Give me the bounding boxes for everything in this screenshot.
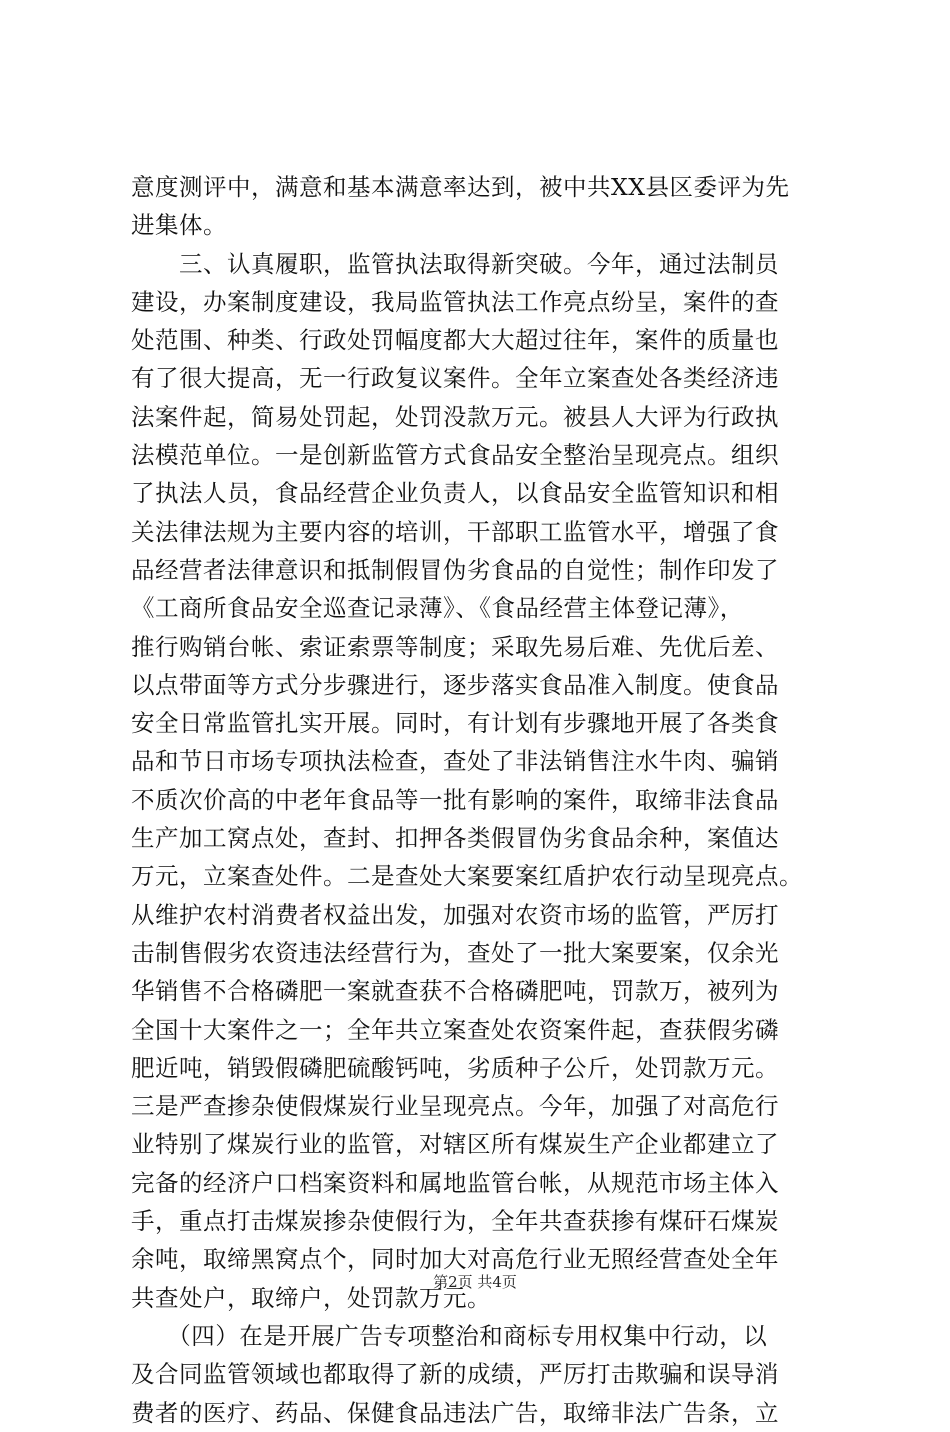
text-line: 品和节日市场专项执法检查，查处了非法销售注水牛肉、骗销: [131, 747, 779, 776]
text-line: 万元，立案查处件。二是查处大案要案红盾护农行动呈现亮点。: [131, 862, 803, 891]
text-line: 从维护农村消费者权益出发，加强对农资市场的监管，严厉打: [131, 900, 779, 929]
text-line: 完备的经济户口档案资料和属地监管台帐，从规范市场主体入: [131, 1168, 779, 1197]
text-line: 法模范单位。一是创新监管方式食品安全整治呈现亮点。组织: [131, 441, 779, 470]
text-line: 《工商所食品安全巡查记录薄》、《食品经营主体登记薄》，: [131, 594, 744, 623]
body-text: [131, 168, 831, 1432]
text-line: 三是严查掺杂使假煤炭行业呈现亮点。今年，加强了对高危行: [131, 1092, 779, 1121]
text-line: 了执法人员，食品经营企业负责人，以食品安全监管知识和相: [131, 479, 779, 508]
text-line: 费者的医疗、药品、保健食品违法广告，取缔非法广告条，立: [131, 1398, 779, 1427]
text-line: 有了很大提高，无一行政复议案件。全年立案查处各类经济违: [131, 364, 779, 393]
page-footer: 第2页 共4页: [433, 1273, 517, 1291]
text-line: 全国十大案件之一；全年共立案查处农资案件起，查获假劣磷: [131, 1015, 779, 1044]
text-line: 业特别了煤炭行业的监管，对辖区所有煤炭生产企业都建立了: [131, 1130, 779, 1159]
text-line: 进集体。: [131, 211, 227, 240]
text-line: 余吨，取缔黑窝点个，同时加大对高危行业无照经营查处全年: [131, 1245, 779, 1274]
text-line: 三、认真履职，监管执法取得新突破。今年，通过法制员: [131, 249, 779, 278]
text-line: 不质次价高的中老年食品等一批有影响的案件，取缔非法食品: [131, 785, 779, 814]
text-line: 手，重点打击煤炭掺杂使假行为，全年共查获掺有煤矸石煤炭: [131, 1207, 779, 1236]
text-line: 处范围、种类、行政处罚幅度都大大超过往年，案件的质量也: [131, 326, 779, 355]
text-line: 及合同监管领域也都取得了新的成绩，严厉打击欺骗和误导消: [131, 1360, 779, 1389]
text-line: 肥近吨，销毁假磷肥硫酸钙吨，劣质种子公斤，处罚款万元。: [131, 1053, 779, 1082]
text-line: 安全日常监管扎实开展。同时，有计划有步骤地开展了各类食: [131, 709, 779, 738]
text-line: 推行购销台帐、索证索票等制度；采取先易后难、先优后差、: [131, 632, 779, 661]
text-line: 建设，办案制度建设，我局监管执法工作亮点纷呈，案件的查: [131, 287, 779, 316]
text-line: 法案件起，简易处罚起，处罚没款万元。被县人大评为行政执: [131, 402, 779, 431]
text-line: 关法律法规为主要内容的培训，干部职工监管水平，增强了食: [131, 517, 779, 546]
text-line: 共查处户，取缔户，处罚款万元。: [131, 1283, 491, 1312]
text-line: 生产加工窝点处，查封、扣押各类假冒伪劣食品余种，案值达: [131, 824, 779, 853]
text-line: 以点带面等方式分步骤进行，逐步落实食品准入制度。使食品: [131, 670, 779, 699]
text-line: 击制售假劣农资违法经营行为，查处了一批大案要案，仅余光: [131, 938, 779, 967]
text-line: 华销售不合格磷肥一案就查获不合格磷肥吨，罚款万，被列为: [131, 977, 779, 1006]
text-line: 品经营者法律意识和抵制假冒伪劣食品的自觉性；制作印发了: [131, 555, 779, 584]
text-line: 意度测评中，满意和基本满意率达到，被中共XX县区委评为先: [131, 173, 790, 201]
text-line: （四）在是开展广告专项整治和商标专用权集中行动，以: [131, 1321, 768, 1350]
